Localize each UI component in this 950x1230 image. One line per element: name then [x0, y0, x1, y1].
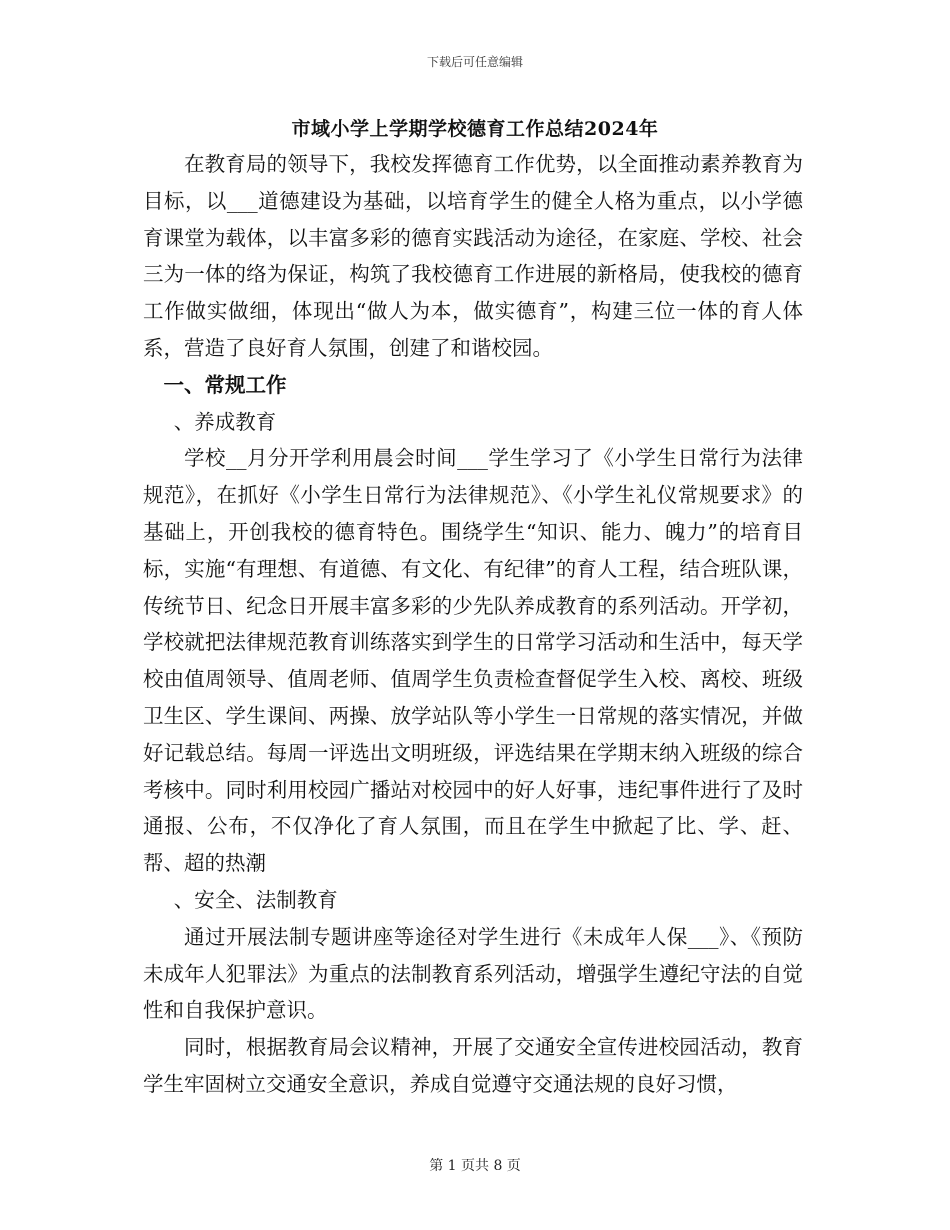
document-body — [143, 146, 803, 1103]
intro-paragraph: 在教育局的领导下，我校发挥德育工作优势，以全面推动素养教育为目标，以___道德建设为基础，以培育学生的健全人格为重点，以小学德育课堂为载体，以丰富多彩的德育实践活动为途径，在家庭、学校、社会三为一体的络为保证，构筑了我校德育工作进展的新格局，使我校的德育工作做实做细，体现出“做人为本，做实德育”，构建三位一体的育人体系，营造了良好育人氛围，创建了和谐校园。 — [143, 152, 803, 360]
page-number: 第 1 页共 8 页 — [429, 1158, 521, 1174]
section-heading-routine-work: 一、常规工作 — [163, 372, 287, 397]
subheading-safety-law-education: 、安全、法制教育 — [173, 887, 338, 912]
habit-education-paragraph: 学校__月分开学利用晨会时间___学生学习了《小学生日常行为法律规范》，在抓好《小学生日常行为法律规范》、《小学生礼仪常规要求》的基础上，开创我校的德育特色。围绕学生“知识、能力、魄力”的培育目标，实施“有理想、有道德、有文化、有纪律”的育人工程，结合班队课，传统节日、纪念日开展丰富多彩的少先队养成教育的系列活动。开学初，学校就把法律规范教育训练落实到学生的日常学习活动和生活中，每天学校由值周领导、值周老师、值周学生负责检查督促学生入校、离校、班级卫生区、学生课间、两操、放学站队等小学生一日常规的落实情况，并做好记载总结。每周一评选出文明班级，评选结果在学期末纳入班级的综合考核中。同时利用校园广播站对校园中的好人好事，违纪事件进行了及时通报、公布，不仅净化了育人氛围，而且在学生中掀起了比、学、赶、帮、超的热潮 — [143, 446, 803, 876]
law-education-paragraph: 通过开展法制专题讲座等途径对学生进行《未成年人保___》、《预防未成年人犯罪法》为重点的法制教育系列活动，增强学生遵纪守法的自觉性和自我保护意识。 — [143, 924, 803, 1023]
header-note: 下载后可任意编辑 — [426, 55, 523, 69]
subheading-habit-education: 、养成教育 — [173, 409, 277, 434]
traffic-safety-paragraph: 同时，根据教育局会议精神，开展了交通安全宣传进校园活动，教育学生牢固树立交通安全意识，养成自觉遵守交通法规的良好习惯， — [143, 1035, 803, 1096]
document-title: 市域小学上学期学校德育工作总结2024年 — [291, 118, 659, 140]
